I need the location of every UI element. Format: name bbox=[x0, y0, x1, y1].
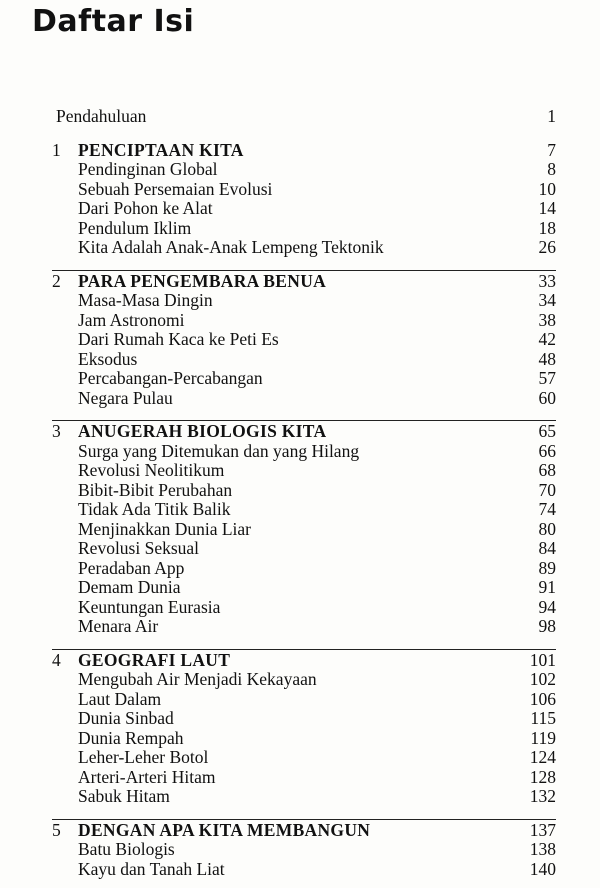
toc-entry-label: Tidak Ada Titik Balik bbox=[78, 499, 231, 519]
chapter-number: 2 bbox=[52, 270, 61, 291]
toc-entry-page: 60 bbox=[538, 387, 556, 408]
toc-entry-page: 48 bbox=[538, 348, 556, 369]
toc-entry-label: Demam Dunia bbox=[78, 577, 181, 597]
toc-entry-label: Kayu dan Tanah Liat bbox=[78, 858, 225, 879]
toc-entry[interactable] bbox=[0, 350, 600, 370]
toc-entry-page: 138 bbox=[529, 839, 556, 859]
toc-entry[interactable] bbox=[0, 500, 600, 520]
chapter-heading[interactable] bbox=[0, 422, 600, 442]
toc-entry-label: Masa-Masa Dingin bbox=[78, 290, 213, 310]
toc-entry[interactable] bbox=[0, 729, 600, 749]
toc-entry[interactable] bbox=[0, 690, 600, 710]
toc-entry[interactable] bbox=[0, 860, 600, 880]
toc-entry-label: Peradaban App bbox=[78, 557, 185, 578]
toc-entry-page: 115 bbox=[530, 708, 556, 728]
chapter-spacer bbox=[0, 127, 600, 141]
toc-entry[interactable] bbox=[0, 461, 600, 481]
toc-entry-intro[interactable] bbox=[0, 107, 600, 127]
chapter-title: DENGAN APA KITA MEMBANGUN bbox=[78, 819, 371, 840]
toc-entry-label: Laut Dalam bbox=[78, 688, 162, 709]
chapter-page: 7 bbox=[547, 139, 556, 160]
toc-entry[interactable] bbox=[0, 238, 600, 258]
chapter-heading[interactable] bbox=[0, 272, 600, 292]
toc-entry-label: Eksodus bbox=[78, 348, 138, 369]
toc-entry[interactable] bbox=[0, 768, 600, 788]
toc-entry[interactable] bbox=[0, 160, 600, 180]
chapter-block bbox=[0, 422, 600, 637]
toc-entry-label: Percabangan-Percabangan bbox=[78, 368, 263, 388]
toc-entry[interactable] bbox=[0, 291, 600, 311]
toc-entry-label: Keuntungan Eurasia bbox=[78, 596, 221, 617]
toc-entry-page: 102 bbox=[529, 669, 556, 689]
toc-entry-label: Negara Pulau bbox=[78, 387, 173, 408]
toc-entry[interactable] bbox=[0, 330, 600, 350]
chapter-number: 4 bbox=[52, 649, 61, 670]
chapter-page: 137 bbox=[529, 819, 556, 840]
toc-entry-label: Sabuk Hitam bbox=[78, 786, 170, 806]
toc-entry-label: Revolusi Seksual bbox=[78, 538, 200, 558]
toc-entry-label: Pendahuluan bbox=[56, 106, 147, 126]
toc-entry[interactable] bbox=[0, 369, 600, 389]
chapter-page: 33 bbox=[538, 270, 556, 291]
toc-entry-label: Dunia Sinbad bbox=[78, 708, 174, 728]
toc-entry-page: 14 bbox=[538, 198, 556, 218]
toc-entry-label: Kita Adalah Anak-Anak Lempeng Tektonik bbox=[78, 237, 384, 257]
toc-entry-page: 91 bbox=[538, 577, 556, 597]
chapter-block bbox=[0, 821, 600, 880]
toc-entry[interactable] bbox=[0, 219, 600, 239]
toc-entry-label: Dari Rumah Kaca ke Peti Es bbox=[78, 329, 279, 349]
chapter-block bbox=[0, 651, 600, 807]
toc-entry[interactable] bbox=[0, 578, 600, 598]
toc-entry-page: 8 bbox=[547, 159, 556, 179]
toc-entry-label: Dari Pohon ke Alat bbox=[78, 198, 213, 218]
toc-entry[interactable] bbox=[0, 180, 600, 200]
chapter-number: 1 bbox=[52, 139, 61, 160]
toc-entry-page: 84 bbox=[538, 538, 556, 558]
toc-entry[interactable] bbox=[0, 539, 600, 559]
toc-entry[interactable] bbox=[0, 389, 600, 409]
toc-entry[interactable] bbox=[0, 617, 600, 637]
toc-entry[interactable] bbox=[0, 840, 600, 860]
toc-entry-label: Mengubah Air Menjadi Kekayaan bbox=[78, 669, 317, 689]
toc-entry-page: 26 bbox=[538, 237, 556, 257]
toc-entry[interactable] bbox=[0, 481, 600, 501]
toc-entry-page: 132 bbox=[529, 786, 556, 806]
toc-entry[interactable] bbox=[0, 199, 600, 219]
toc-entry-label: Jam Astronomi bbox=[78, 309, 185, 330]
toc-entry[interactable] bbox=[0, 670, 600, 690]
toc-entry-label: Pendulum Iklim bbox=[78, 217, 192, 238]
chapter-title: ANUGERAH BIOLOGIS KITA bbox=[78, 421, 327, 441]
toc-entry[interactable] bbox=[0, 709, 600, 729]
toc-entry-label: Pendinginan Global bbox=[78, 159, 218, 179]
toc-entry-page: 1 bbox=[547, 106, 556, 126]
toc-entry[interactable] bbox=[0, 748, 600, 768]
toc-entry-label: Dunia Rempah bbox=[78, 727, 184, 748]
chapter-heading[interactable] bbox=[0, 141, 600, 161]
toc-entry-page: 34 bbox=[538, 290, 556, 310]
chapter-page: 65 bbox=[538, 421, 556, 441]
table-of-contents bbox=[0, 107, 600, 879]
chapter-title: PARA PENGEMBARA BENUA bbox=[78, 270, 327, 291]
toc-entry-label: Surga yang Ditemukan dan yang Hilang bbox=[78, 440, 360, 461]
toc-entry-label: Menara Air bbox=[78, 616, 159, 636]
toc-entry-label: Revolusi Neolitikum bbox=[78, 460, 225, 480]
chapter-title: GEOGRAFI LAUT bbox=[78, 649, 231, 670]
toc-entry[interactable] bbox=[0, 598, 600, 618]
toc-entry[interactable] bbox=[0, 520, 600, 540]
chapter-block bbox=[0, 272, 600, 409]
toc-entry-label: Menjinakkan Dunia Liar bbox=[78, 518, 252, 539]
toc-entry-label: Sebuah Persemaian Evolusi bbox=[78, 178, 273, 199]
chapter-heading[interactable] bbox=[0, 821, 600, 841]
chapter-heading[interactable] bbox=[0, 651, 600, 671]
toc-entry-label: Arteri-Arteri Hitam bbox=[78, 766, 216, 787]
toc-entry-page: 74 bbox=[538, 499, 556, 519]
toc-entry-page: 94 bbox=[538, 596, 556, 617]
toc-entry[interactable] bbox=[0, 311, 600, 331]
chapter-number: 5 bbox=[52, 819, 61, 840]
toc-entry-page: 10 bbox=[538, 178, 556, 199]
toc-entry-page: 42 bbox=[538, 329, 556, 349]
toc-entry[interactable] bbox=[0, 442, 600, 462]
toc-entry-page: 68 bbox=[538, 460, 556, 480]
chapter-number: 3 bbox=[52, 421, 61, 441]
toc-entry-page: 38 bbox=[538, 309, 556, 330]
toc-entry-page: 124 bbox=[529, 747, 556, 767]
toc-entry-page: 140 bbox=[529, 858, 556, 879]
chapter-title: PENCIPTAAN KITA bbox=[78, 139, 244, 160]
toc-entry-page: 89 bbox=[538, 557, 556, 578]
chapter-page: 101 bbox=[529, 649, 556, 670]
toc-entry-page: 128 bbox=[529, 766, 556, 787]
toc-entry-page: 80 bbox=[538, 518, 556, 539]
toc-entry-label: Bibit-Bibit Perubahan bbox=[78, 479, 233, 500]
toc-entry-page: 119 bbox=[530, 727, 556, 748]
toc-entry-label: Leher-Leher Botol bbox=[78, 747, 209, 767]
toc-entry-page: 57 bbox=[538, 368, 556, 388]
toc-entry-page: 70 bbox=[538, 479, 556, 500]
toc-entry-page: 18 bbox=[538, 217, 556, 238]
toc-entry-label: Batu Biologis bbox=[78, 839, 175, 859]
toc-entry-page: 98 bbox=[538, 616, 556, 636]
chapter-block bbox=[0, 141, 600, 258]
toc-entry[interactable] bbox=[0, 559, 600, 579]
toc-entry-page: 106 bbox=[529, 688, 556, 709]
page-title: Daftar Isi bbox=[32, 4, 195, 39]
toc-entry-page: 66 bbox=[538, 440, 556, 461]
toc-entry[interactable] bbox=[0, 787, 600, 807]
